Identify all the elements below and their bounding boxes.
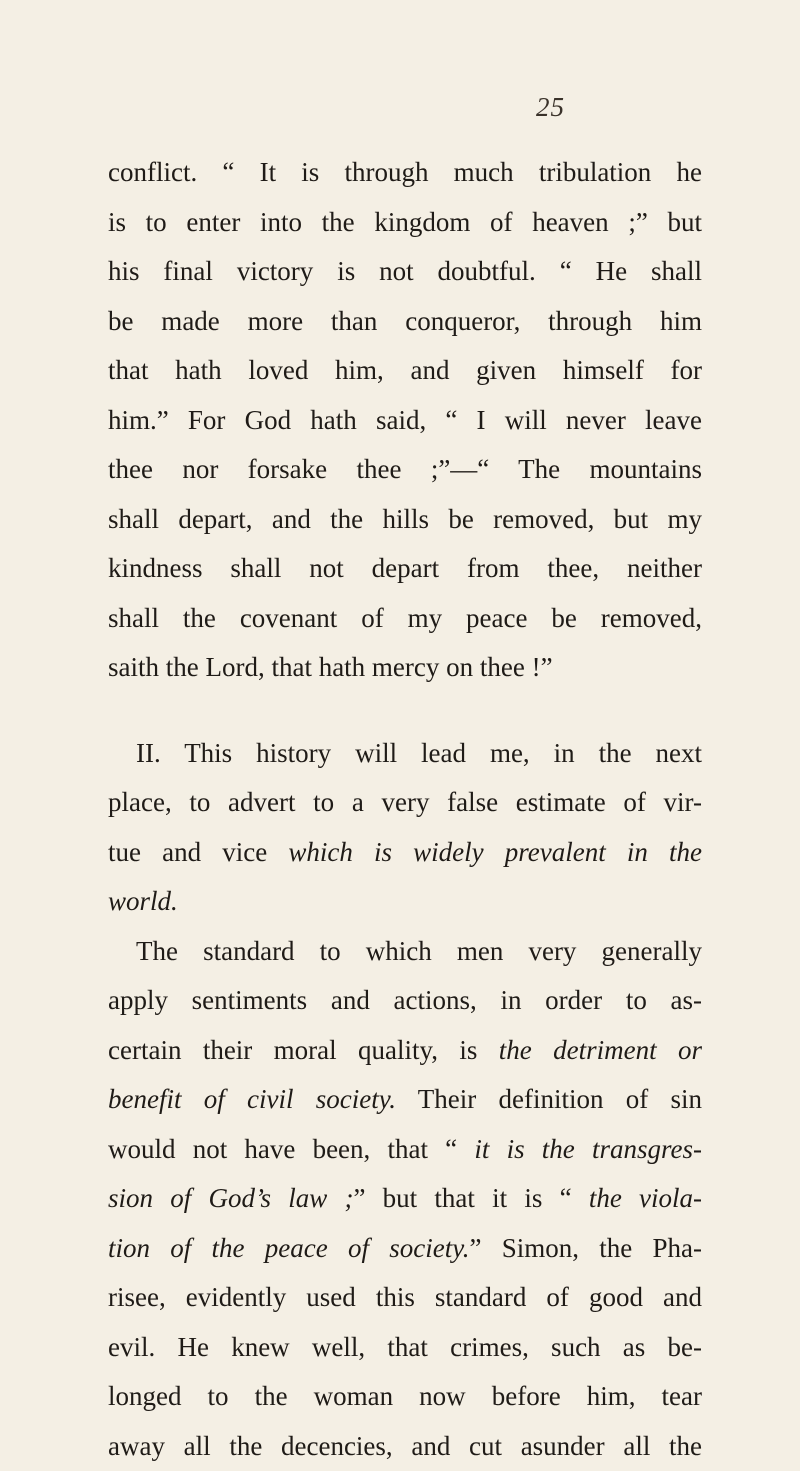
text-line (108, 1026, 702, 1076)
text-line: conflict. “ It is through much tribulation he (108, 148, 702, 198)
italic-fragment: benefit of civil society. (108, 1084, 396, 1114)
italic-fragment: the viola- (589, 1183, 702, 1213)
text-line: place, to advert to a very false estimate of vir- (108, 778, 702, 828)
text-line: is to enter into the kingdom of heaven ;” but (108, 198, 702, 248)
text-line: saith the Lord, that hath mercy on thee !” (108, 643, 702, 693)
page-number: 25 (536, 92, 565, 123)
text-line: him.” For God hath said, “ I will never leave (108, 396, 702, 446)
text-line: longed to the woman now before him, tear (108, 1372, 702, 1422)
text-line: apply sentiments and actions, in order to as- (108, 976, 702, 1026)
text-line (108, 1125, 702, 1175)
paragraph (108, 927, 702, 1471)
text-fragment: certain their moral quality, is (108, 1035, 499, 1065)
text-line: away all the decencies, and cut asunder all the (108, 1422, 702, 1471)
text-line (108, 877, 702, 927)
paragraph (108, 148, 702, 693)
text-fragment: Their definition of sin (396, 1084, 702, 1114)
text-fragment: would not have been, that “ (108, 1134, 474, 1164)
italic-fragment: world. (108, 886, 178, 916)
body-text (108, 148, 702, 1471)
text-line: kindness shall not depart from thee, neither (108, 544, 702, 594)
text-fragment: tue and vice (108, 837, 288, 867)
italic-fragment: tion of the peace of society. (108, 1233, 469, 1263)
text-line (108, 1224, 702, 1274)
text-line: be made more than conqueror, through him (108, 297, 702, 347)
text-line: risee, evidently used this standard of good and (108, 1273, 702, 1323)
text-line: II. This history will lead me, in the next (108, 729, 702, 779)
text-line: his final victory is not doubtful. “ He shall (108, 247, 702, 297)
italic-fragment: it is the transgres- (474, 1134, 702, 1164)
text-line: shall the covenant of my peace be removed, (108, 594, 702, 644)
text-line: shall depart, and the hills be removed, but my (108, 495, 702, 545)
text-line (108, 828, 702, 878)
text-line: evil. He knew well, that crimes, such as be- (108, 1323, 702, 1373)
paragraph (108, 729, 702, 927)
italic-fragment: the detriment or (499, 1035, 702, 1065)
text-fragment: ” Simon, the Pha- (469, 1233, 702, 1263)
text-fragment: ” but that it is “ (353, 1183, 588, 1213)
text-line: thee nor forsake thee ;”—“ The mountains (108, 445, 702, 495)
text-line (108, 1075, 702, 1125)
italic-fragment: sion of God’s law ; (108, 1183, 353, 1213)
italic-fragment: which is widely prevalent in the (288, 837, 702, 867)
text-line (108, 1174, 702, 1224)
text-line: that hath loved him, and given himself for (108, 346, 702, 396)
text-line: The standard to which men very generally (108, 927, 702, 977)
